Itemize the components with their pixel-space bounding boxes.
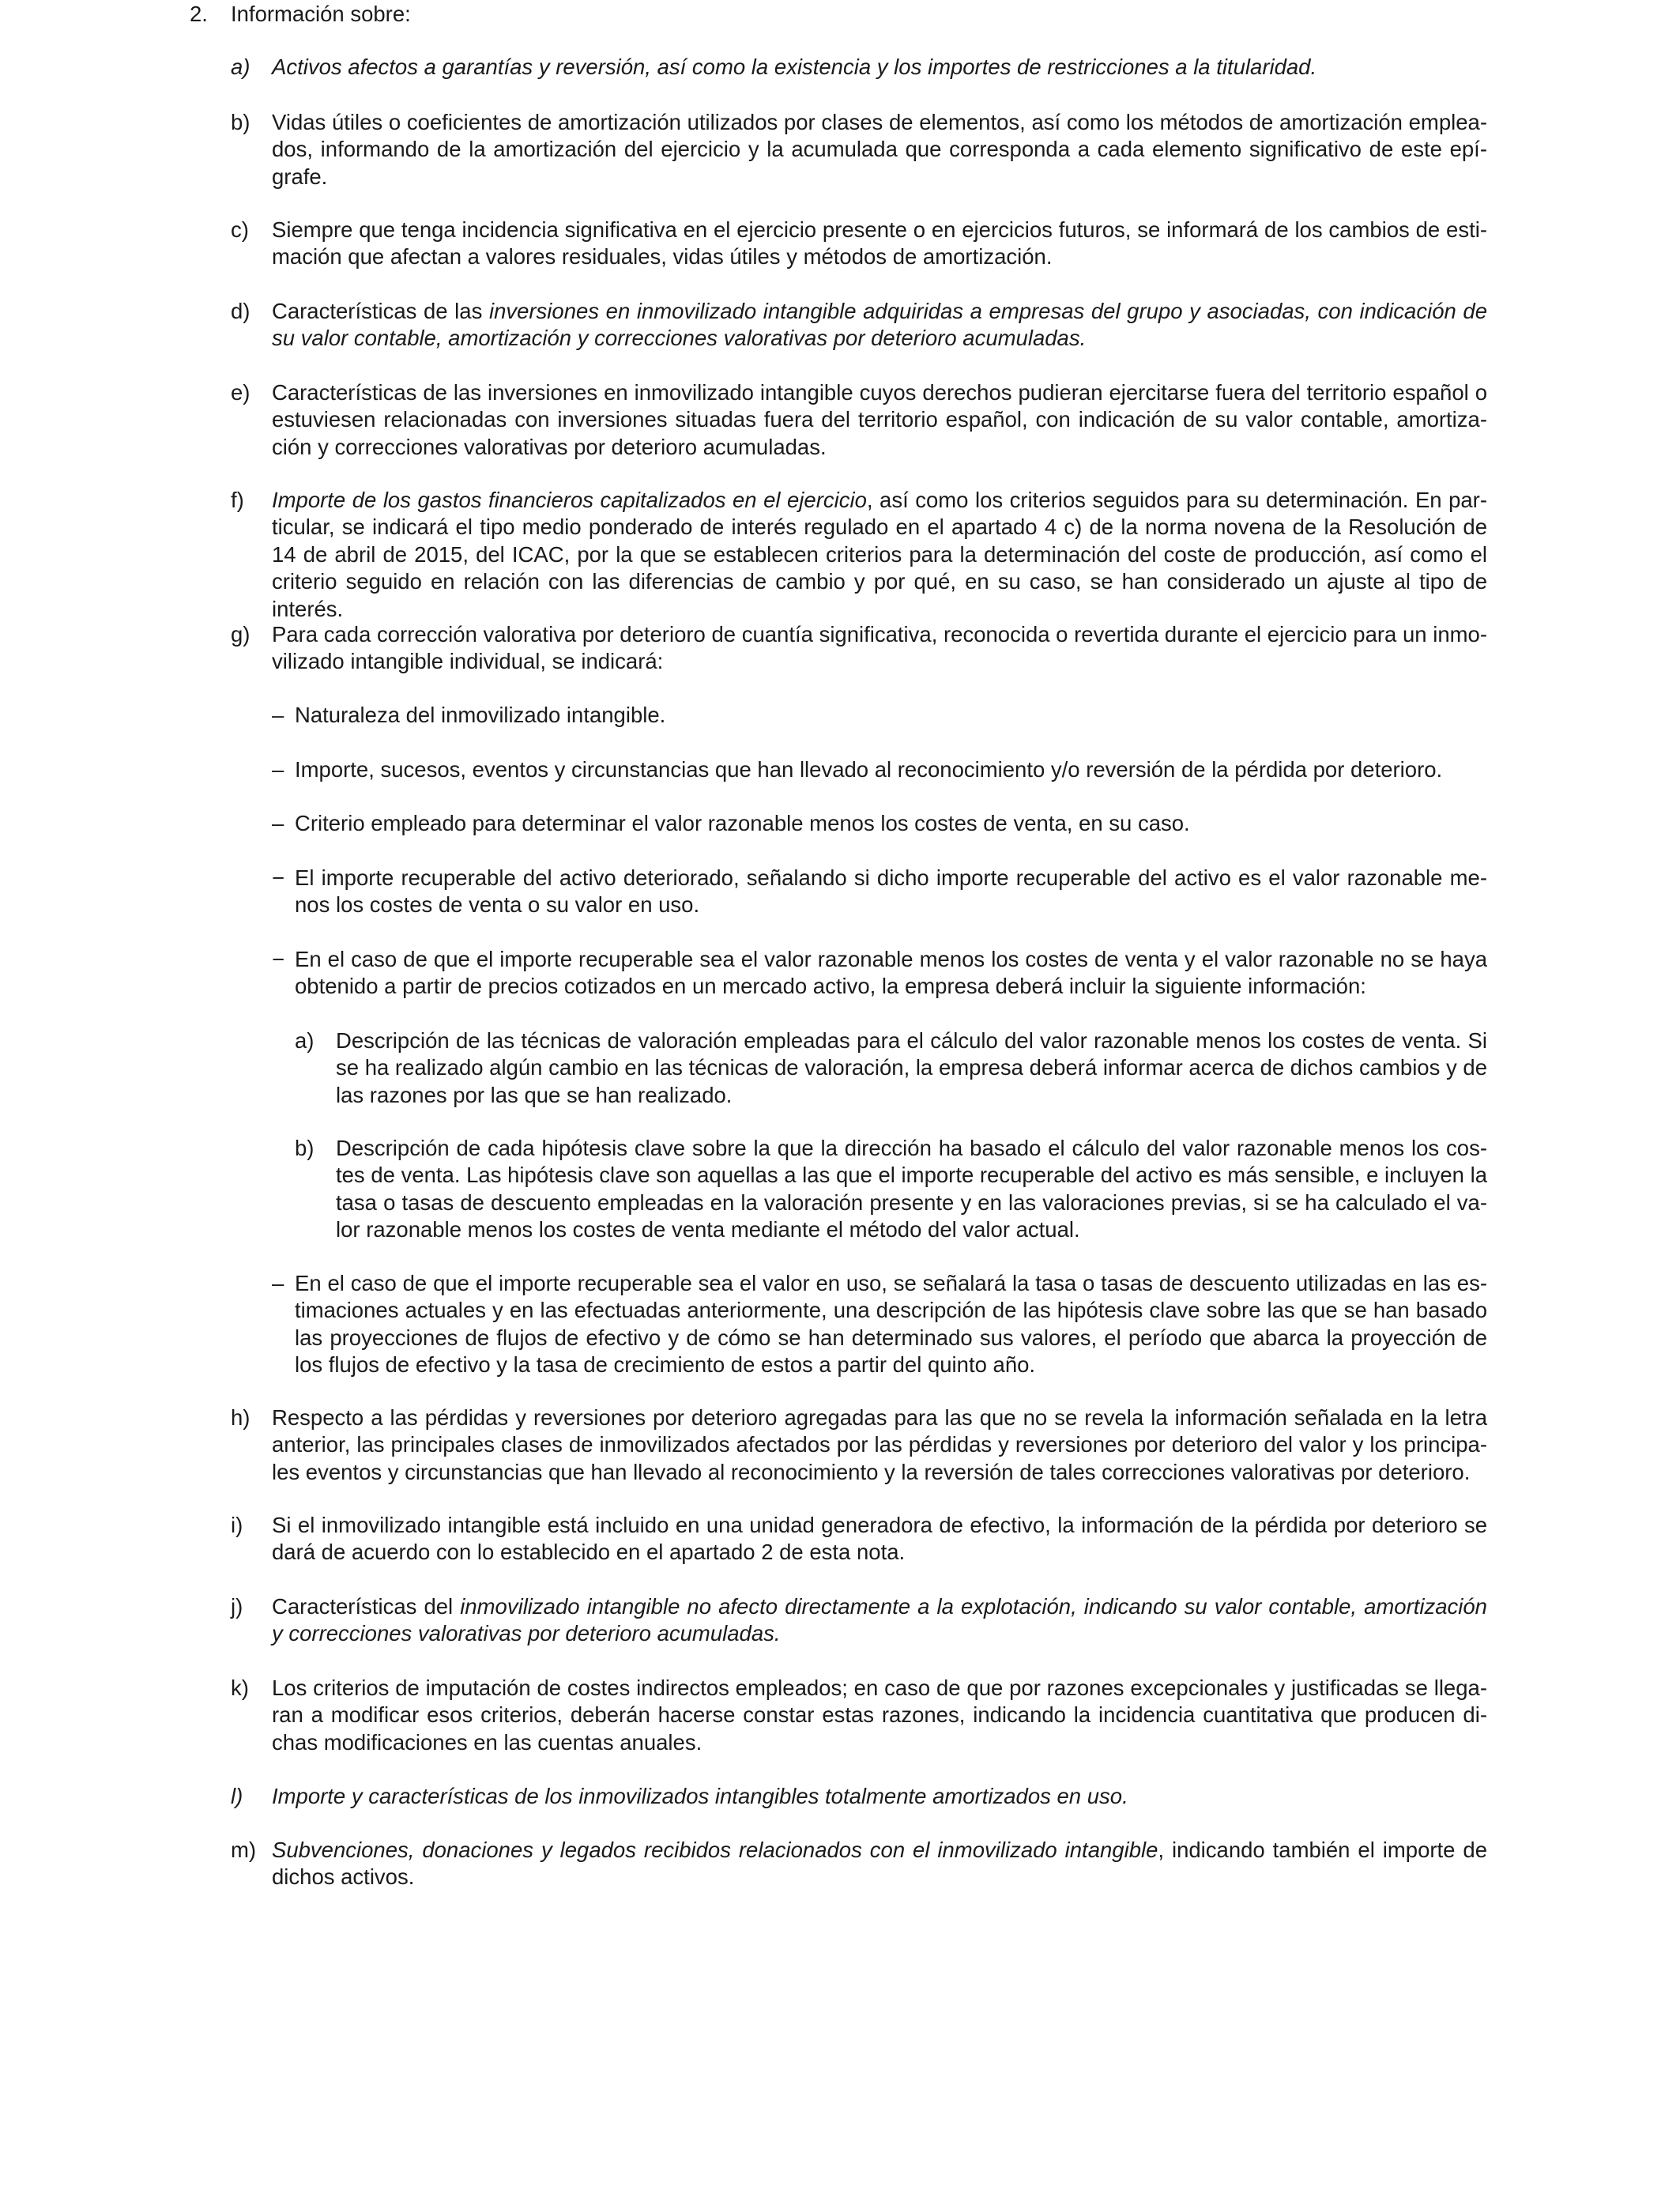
item-text: Los criterios de imputación de costes indirectos empleados; en caso de que por razones excepcionales y justificadas se llegaran a modificar esos criterios, deberán hacerse constar estas razones, indicando la incidencia cuantitativa que producen dichas modificaciones en las cuentas anuales. bbox=[272, 1676, 1487, 1755]
item-label: f) bbox=[231, 488, 244, 512]
item-label: k) bbox=[231, 1676, 249, 1700]
item-g bbox=[231, 621, 1487, 676]
item-text-italic: Subvenciones, donaciones y legados recibidos relacionados con el inmovilizado intangible bbox=[272, 1838, 1158, 1862]
sub-item-text: En el caso de que el importe recuperable sea el valor en uso, se señalará la tasa o tasas de descuento utilizadas en las estimaciones actuales y en las efectuadas anteriormente, una descripción de las hipótesis clave sobre las que se han basado las proyecciones de flujos de efectivo y de cómo se han determinado sus valores, el período que abarca la proyección de los flujos de efectivo y la tasa de crecimiento de estos a partir del quinto año. bbox=[295, 1271, 1487, 1378]
item-text-italic: Importe y características de los inmovilizados intangibles totalmente amortizados en uso. bbox=[272, 1784, 1128, 1808]
section-title: Información sobre: bbox=[231, 2, 411, 26]
item-text-italic: Importe de los gastos financieros capitalizados en el ejercicio bbox=[272, 488, 867, 512]
dash-bullet: − bbox=[272, 947, 285, 971]
item-text: Características del bbox=[272, 1594, 461, 1619]
g-sub-item bbox=[272, 865, 1487, 919]
item-f bbox=[231, 487, 1487, 623]
item-label: i) bbox=[231, 1513, 243, 1537]
sub-item-text: Naturaleza del inmovilizado intangible. bbox=[295, 703, 666, 727]
item-j bbox=[231, 1593, 1487, 1648]
item-k bbox=[231, 1675, 1487, 1756]
item-text-italic: inversiones en inmovilizado intangible adquiridas a empresas del grupo y asociadas, con indicación de su valor contable, amortización y correcciones valorativas por deterioro acumuladas. bbox=[272, 299, 1487, 351]
item-label: c) bbox=[231, 217, 249, 242]
g-sub-item bbox=[272, 810, 1487, 837]
item-text: Siempre que tenga incidencia significativa en el ejercicio presente o en ejercicios futuros, se informará de los cambios de estimación que afectan a valores residuales, vidas útiles y métodos de amortización. bbox=[272, 217, 1487, 270]
section-heading bbox=[190, 0, 411, 28]
item-label: b) bbox=[231, 110, 250, 134]
g-sub-item bbox=[272, 702, 1487, 729]
item-text: Activos afectos a garantías y reversión, así como la existencia y los importes de restricciones a la titularidad. bbox=[272, 55, 1317, 79]
item-c bbox=[231, 217, 1487, 271]
subsub-label: a) bbox=[295, 1028, 315, 1053]
sub-item-text: El importe recuperable del activo deteriorado, señalando si dicho importe recuperable del activo es el valor razonable menos los costes de venta o su valor en uso. bbox=[295, 865, 1487, 918]
item-text: , indicando también el importe de dichos activos. bbox=[272, 1838, 1487, 1890]
subsub-text: Descripción de las técnicas de valoración empleadas para el cálculo del valor razonable menos los costes de venta. Si se ha realizado algún cambio en las técnicas de valoración, la empresa deberá informar acerca de dichos cambios y de las razones por las que se han realizado. bbox=[336, 1028, 1487, 1107]
item-label: j) bbox=[231, 1594, 243, 1619]
item-i bbox=[231, 1512, 1487, 1566]
item-l bbox=[231, 1783, 1487, 1810]
item-b bbox=[231, 109, 1487, 190]
section-number: 2. bbox=[190, 2, 208, 26]
item-text: Características de las inversiones en inmovilizado intangible cuyos derechos pudieran ejercitarse fuera del territorio español o estuviesen relacionadas con inversiones situadas fuera del territorio español, con indicación de su valor contable, amortización y correcciones valorativas por deterioro acumuladas. bbox=[272, 380, 1487, 459]
subsub-label: b) bbox=[295, 1136, 315, 1160]
g-subsub-item bbox=[295, 1135, 1487, 1244]
item-label: d) bbox=[231, 299, 250, 323]
dash-bullet: − bbox=[272, 865, 285, 890]
item-label: l) bbox=[231, 1784, 243, 1808]
item-text: , así como los criterios seguidos para su determinación. En particular, se indicará el tipo medio ponderado de interés regulado en el apartado 4 c) de la norma novena de la Resolución de 14 de abril de 2015, del ICAC, por la que se establecen criterios para la determinación del coste de producción, así como el criterio seguido en relación con las diferencias de cambio y por qué, en su caso, se han considerado un ajuste al tipo de interés. bbox=[272, 488, 1487, 621]
dash-bullet: – bbox=[272, 703, 284, 727]
dash-bullet: – bbox=[272, 757, 284, 782]
item-label: m) bbox=[231, 1838, 257, 1862]
item-d bbox=[231, 298, 1487, 352]
dash-bullet: – bbox=[272, 811, 284, 835]
sub-item-text: Criterio empleado para determinar el valor razonable menos los costes de venta, en su caso. bbox=[295, 811, 1190, 835]
subsub-text: Descripción de cada hipótesis clave sobre la que la dirección ha basado el cálculo del valor razonable menos los costes de venta. Las hipótesis clave son aquellas a las que el importe recuperable del activo es más sensible, e incluyen la tasa o tasas de descuento empleadas en la valoración presente y en las valoraciones previas, si se ha calculado el valor razonable menos los costes de venta mediante el método del valor actual. bbox=[336, 1136, 1487, 1242]
item-text: Características de las bbox=[272, 299, 489, 323]
item-label: e) bbox=[231, 380, 250, 405]
item-h bbox=[231, 1404, 1487, 1486]
item-a bbox=[231, 54, 1487, 81]
sub-item-text: Importe, sucesos, eventos y circunstancias que han llevado al reconocimiento y/o reversión de la pérdida por deterioro. bbox=[295, 757, 1443, 782]
item-m bbox=[231, 1837, 1487, 1891]
dash-bullet: – bbox=[272, 1271, 284, 1295]
g-sub-item bbox=[272, 1270, 1487, 1379]
item-text: Respecto a las pérdidas y reversiones por deterioro agregadas para las que no se revela la información señalada en la letra anterior, las principales clases de inmovilizados afectados por las pérdidas y reversiones por deterioro del valor y los principales eventos y circunstancias que han llevado al reconocimiento y la reversión de tales correcciones valorativas por deterioro. bbox=[272, 1405, 1487, 1484]
item-label: a) bbox=[231, 55, 250, 79]
item-text: Para cada corrección valorativa por deterioro de cuantía significativa, reconocida o revertida durante el ejercicio para un inmovilizado intangible individual, se indicará: bbox=[272, 622, 1487, 674]
sub-item-text: En el caso de que el importe recuperable sea el valor razonable menos los costes de venta y el valor razonable no se haya obtenido a partir de precios cotizados en un mercado activo, la empresa deberá incluir la siguiente información: bbox=[295, 947, 1487, 999]
item-text-italic: inmovilizado intangible no afecto directamente a la explotación, indicando su valor contable, amortización y correcciones valorativas por deterioro acumuladas. bbox=[272, 1594, 1487, 1646]
g-subsub-item bbox=[295, 1027, 1487, 1109]
g-sub-item bbox=[272, 756, 1487, 783]
item-text: Vidas útiles o coeficientes de amortización utilizados por clases de elementos, así como los métodos de amortización empleados, informando de la amortización del ejercicio y la acumulada que corresponda a cada elemento significativo de este epígrafe. bbox=[272, 110, 1487, 189]
item-label: h) bbox=[231, 1405, 250, 1430]
item-text: Si el inmovilizado intangible está incluido en una unidad generadora de efectivo, la información de la pérdida por deterioro se dará de acuerdo con lo establecido en el apartado 2 de esta nota. bbox=[272, 1513, 1487, 1565]
g-sub-item bbox=[272, 946, 1487, 1001]
item-label: g) bbox=[231, 622, 250, 647]
item-e bbox=[231, 379, 1487, 461]
